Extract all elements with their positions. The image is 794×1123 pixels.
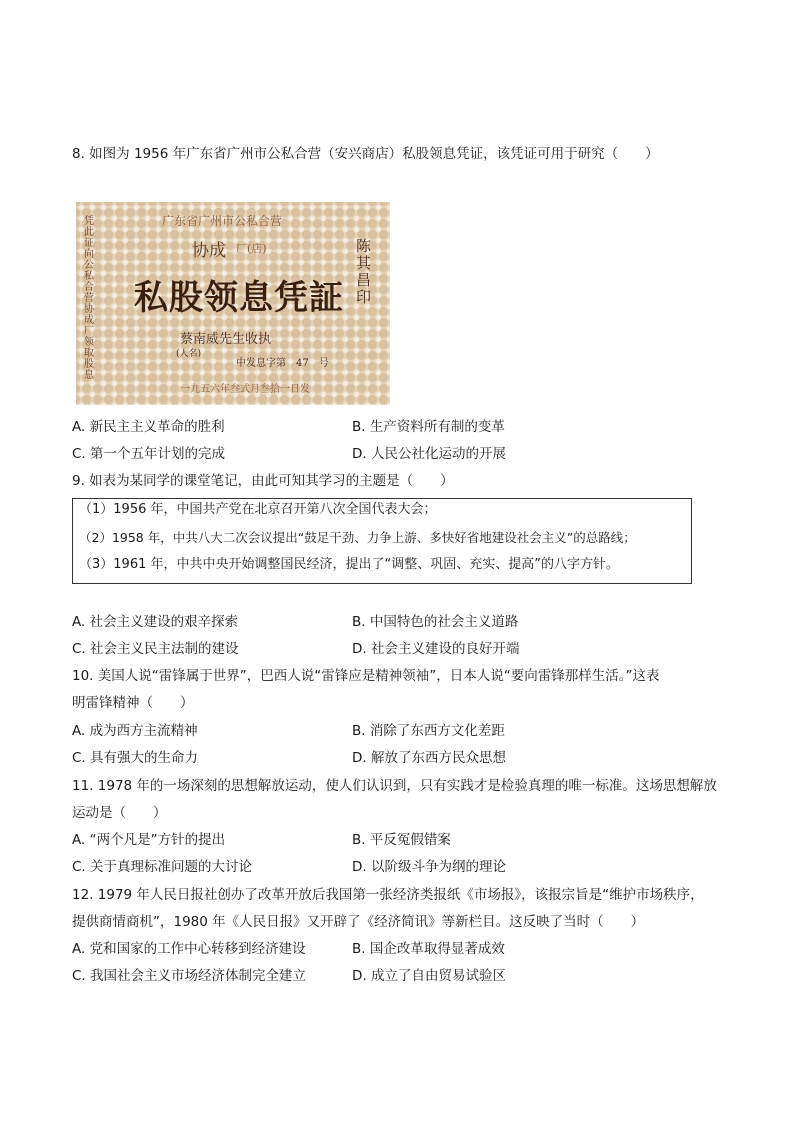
q10-option-a: A. 成为西方主流精神 [72,723,198,739]
q12-stem-line1: 12. 1979 年人民日报社创办了改革开放后我国第一张经济类报纸《市场报》，该报宗旨是“维护市场秩序， [72,887,704,903]
q12-option-d: D. 成立了自由贸易试验区 [352,968,506,984]
q8-stem: 8. 如图为 1956 年广东省广州市公私合营（安兴商店）私股领息凭证，该凭证可用于研究（ ） [72,146,659,162]
q10-option-d: D. 解放了东西方民众思想 [352,750,506,766]
q12-option-a: A. 党和国家的工作中心转移到经济建设 [72,941,306,957]
q11-option-c: C. 关于真理标准问题的大讨论 [72,859,253,875]
q9-option-a: A. 社会主义建设的艰辛探索 [72,614,239,630]
cert-right-vertical: 陈其昌印 [356,237,372,306]
cert-left-vertical: 凭此证向公私合营协成厂领取股息 [84,216,94,381]
q8-option-c: C. 第一个五年计划的完成 [72,446,226,462]
q9-notes-table [72,498,692,584]
q9-option-d: D. 社会主义建设的良好开端 [352,641,520,657]
cert-header: 广东省广州市公私合营 [162,214,283,228]
q11-stem-line1: 11. 1978 年的一场深刻的思想解放运动，使人们认识到，只有实践才是检验真理的唯一标准。这场思想解放 [72,778,717,794]
q12-option-b: B. 国企改革取得显著成效 [352,941,505,957]
q12-stem-line2: 提供商情商机”，1980 年《人民日报》又开辟了《经济简讯》等新栏目。这反映了当时（ ） [72,914,645,930]
q9-note-row-1: （1）1956 年，中国共产党在北京召开第八次全国代表大会； [79,502,437,517]
q9-option-c: C. 社会主义民主法制的建设 [72,641,239,657]
cert-title: 私股领息凭証 [134,278,344,318]
q8-option-b: B. 生产资料所有制的变革 [352,419,505,435]
cert-store: 协成 [192,241,226,261]
q11-option-b: B. 平反冤假错案 [352,832,451,848]
q9-option-b: B. 中国特色的社会主义道路 [352,614,519,630]
q8-option-d: D. 人民公社化运动的开展 [352,446,506,462]
cert-number: 中发息字第 47 号 [236,358,329,369]
q10-option-b: B. 消除了东西方文化差距 [352,723,505,739]
q10-option-c: C. 具有强大的生命力 [72,750,199,766]
q10-stem-line1: 10. 美国人说“雷锋属于世界”，巴西人说“雷锋应是精神领袖”，日本人说“要向雷锋那样生活。”这表 [72,668,660,684]
q11-option-a: A. “两个凡是”方针的提出 [72,832,226,848]
q10-stem-line2: 明雷锋精神（ ） [72,695,194,711]
cert-owner-note: (人名) [176,349,202,359]
q9-note-row-2: （2）1958 年，中共八大二次会议提出“鼓足干劲、力争上游、多快好省地建设社会主义”的总路线； [79,530,636,545]
q11-option-d: D. 以阶级斗争为纲的理论 [352,859,506,875]
certificate-image [76,202,390,405]
q11-stem-line2: 运动是（ ） [72,805,167,821]
q12-option-c: C. 我国社会主义市场经济体制完全建立 [72,968,307,984]
q9-note-row-3: （3）1961 年，中共中央开始调整国民经济，提出了“调整、巩固、充实、提高”的八字方针。 [79,557,619,572]
cert-store-suffix: 厂(店) [236,242,267,255]
cert-date: 一九五六年叁式月叁拾一日发 [180,384,310,395]
q8-option-a: A. 新民主主义革命的胜利 [72,419,225,435]
q9-stem: 9. 如表为某同学的课堂笔记，由此可知其学习的主题是（ ） [72,473,454,489]
cert-owner: 蔡南威先生收执 [180,332,272,347]
